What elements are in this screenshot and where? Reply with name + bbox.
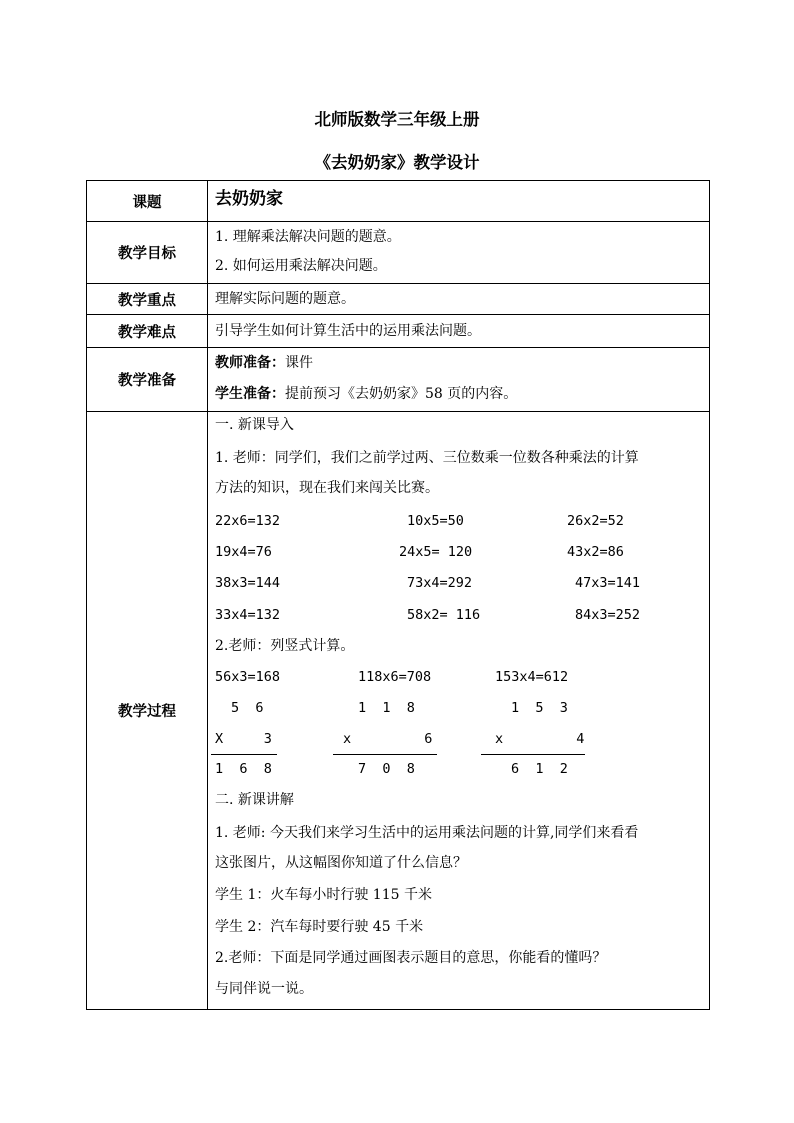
equation: 19x4=76 — [215, 544, 272, 560]
objectives-label: 教学目标 — [87, 222, 208, 284]
section-heading: 一. 新课导入 — [215, 417, 294, 433]
row-topic — [87, 181, 710, 222]
discussion-text: 与同伴说一说。 — [215, 981, 313, 997]
vertical-top-number: 5 6 — [231, 700, 264, 716]
vertical-equation: 153x4=612 — [495, 669, 569, 685]
vertical-rule — [333, 754, 437, 755]
lesson-text: 1. 老师: 今天我们来学习生活中的运用乘法问题的计算,同学们来看看 — [215, 825, 639, 841]
difficulty-value: 引导学生如何计算生活中的运用乘法问题。 — [215, 323, 481, 339]
preparation-label: 教学准备 — [87, 348, 208, 412]
row-process — [87, 412, 710, 1010]
process-label: 教学过程 — [87, 412, 208, 1010]
student-answer: 学生 1：火车每小时行驶 115 千米 — [215, 887, 432, 903]
equation: 84x3=252 — [575, 607, 641, 623]
equation: 43x2=86 — [567, 544, 624, 560]
objective-item: 1. 理解乘法解决问题的题意。 — [215, 229, 401, 245]
vertical-multiplier: x 4 — [495, 731, 585, 747]
topic-value: 去奶奶家 — [215, 189, 283, 209]
vertical-prompt: 2.老师：列竖式计算。 — [215, 638, 355, 654]
equation: 22x6=132 — [215, 513, 281, 529]
vertical-multiplier: X 3 — [215, 731, 272, 747]
student-preparation: 学生准备：提前预习《去奶奶家》58 页的内容。 — [215, 386, 518, 402]
vertical-result: 7 0 8 — [358, 761, 415, 777]
document-subtitle: 《去奶奶家》教学设计 — [314, 153, 480, 172]
difficulty-label: 教学难点 — [87, 315, 208, 348]
teacher-preparation: 教师准备：课件 — [215, 355, 313, 371]
vertical-rule — [481, 754, 585, 755]
vertical-top-number: 1 5 3 — [511, 700, 568, 716]
vertical-equation: 118x6=708 — [358, 669, 432, 685]
student-answer: 学生 2：汽车每时要行驶 45 千米 — [215, 919, 424, 935]
section-heading: 二. 新课讲解 — [215, 792, 294, 808]
row-difficulty — [87, 315, 710, 348]
row-key-point — [87, 284, 710, 315]
vertical-equation: 56x3=168 — [215, 669, 281, 685]
lesson-text: 这张图片，从这幅图你知道了什么信息？ — [215, 855, 467, 871]
objective-item: 2. 如何运用乘法解决问题。 — [215, 258, 387, 274]
equation: 24x5= 120 — [399, 544, 473, 560]
row-objectives — [87, 222, 710, 284]
row-preparation — [87, 348, 710, 412]
equation: 26x2=52 — [567, 513, 624, 529]
document-title: 北师版数学三年级上册 — [314, 110, 480, 129]
equation: 10x5=50 — [407, 513, 464, 529]
teacher-question: 2.老师：下面是同学通过画图表示题目的意思，你能看的懂吗？ — [215, 950, 607, 966]
lesson-plan-table — [86, 180, 710, 1010]
key-point-label: 教学重点 — [87, 284, 208, 315]
topic-label: 课题 — [87, 181, 208, 222]
intro-text: 方法的知识，现在我们来闯关比赛。 — [215, 480, 439, 496]
vertical-result: 1 6 8 — [215, 761, 272, 777]
key-point-value: 理解实际问题的题意。 — [215, 291, 355, 307]
equation: 47x3=141 — [575, 575, 641, 591]
vertical-top-number: 1 1 8 — [358, 700, 415, 716]
equation: 38x3=144 — [215, 575, 281, 591]
intro-text: 1. 老师：同学们，我们之前学过两、三位数乘一位数各种乘法的计算 — [215, 450, 639, 466]
vertical-result: 6 1 2 — [511, 761, 568, 777]
equation: 33x4=132 — [215, 607, 281, 623]
vertical-multiplier: x 6 — [343, 731, 433, 747]
vertical-rule — [211, 754, 277, 755]
equation: 73x4=292 — [407, 575, 473, 591]
equation: 58x2= 116 — [407, 607, 481, 623]
